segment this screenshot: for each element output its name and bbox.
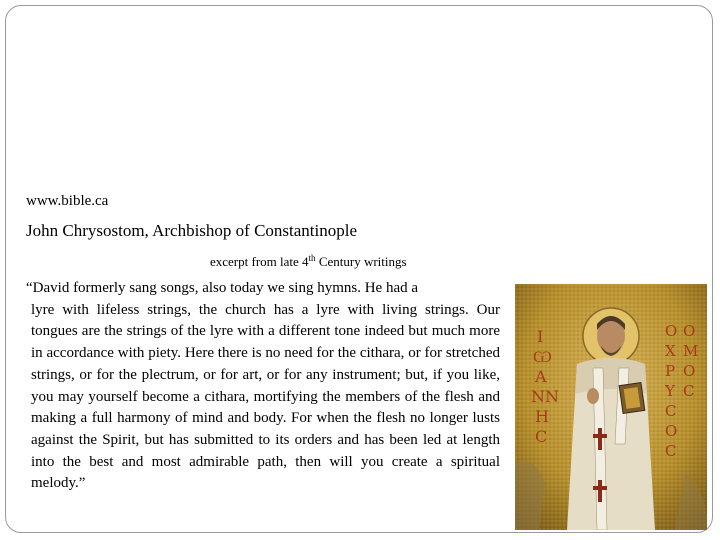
svg-text:M: M: [683, 342, 699, 360]
svg-text:O: O: [665, 322, 678, 340]
svg-text:O: O: [683, 322, 696, 340]
subtitle-sup: th: [308, 253, 316, 263]
quote-body: lyre with lifeless strings, the church has a lyre with living strings. Our tongues are the strings of the lyre with a different tone indeed but much more in accordance with piety. Here there is no need for the cithara, or for stretched strings, or for the plectrum, or for art, or for any instrument; but, if you like, you may yourself become a cithara, mortifying the members of the flesh and making a full harmony of mind and body. For when the flesh no longer lusts against the Spirit, but has submitted to its orders and has been led at length into the best and most admirable path, then will you create a spiritual melody.”: [31, 301, 500, 492]
chrysostom-mosaic-image: [515, 284, 707, 530]
svg-text:A: A: [535, 367, 547, 386]
quote-block: [26, 278, 500, 495]
subtitle-post: Century writings: [315, 254, 407, 269]
source-url: www.bible.ca: [26, 193, 109, 209]
slide-title: John Chrysostom, Archbishop of Constantinople: [26, 221, 358, 240]
svg-text:C: C: [665, 442, 677, 460]
subtitle-pre: excerpt from late 4: [210, 254, 309, 269]
svg-text:X: X: [665, 342, 676, 360]
svg-text:I: I: [537, 327, 544, 346]
slide-subtitle: [210, 253, 407, 270]
svg-text:Ѡ: Ѡ: [533, 347, 552, 366]
svg-text:Y: Y: [665, 382, 675, 400]
quote-first-line: “David formerly sang songs, also today we sing hymns. He had a: [26, 280, 419, 296]
mosaic-drawing: [515, 284, 707, 530]
svg-text:Н: Н: [535, 407, 549, 426]
svg-text:NN: NN: [531, 387, 559, 406]
svg-text:C: C: [535, 427, 548, 446]
svg-text:O: O: [665, 422, 678, 440]
svg-text:O: O: [683, 362, 696, 380]
svg-text:C: C: [683, 382, 695, 400]
svg-text:P: P: [665, 362, 676, 380]
svg-text:C: C: [665, 402, 677, 420]
